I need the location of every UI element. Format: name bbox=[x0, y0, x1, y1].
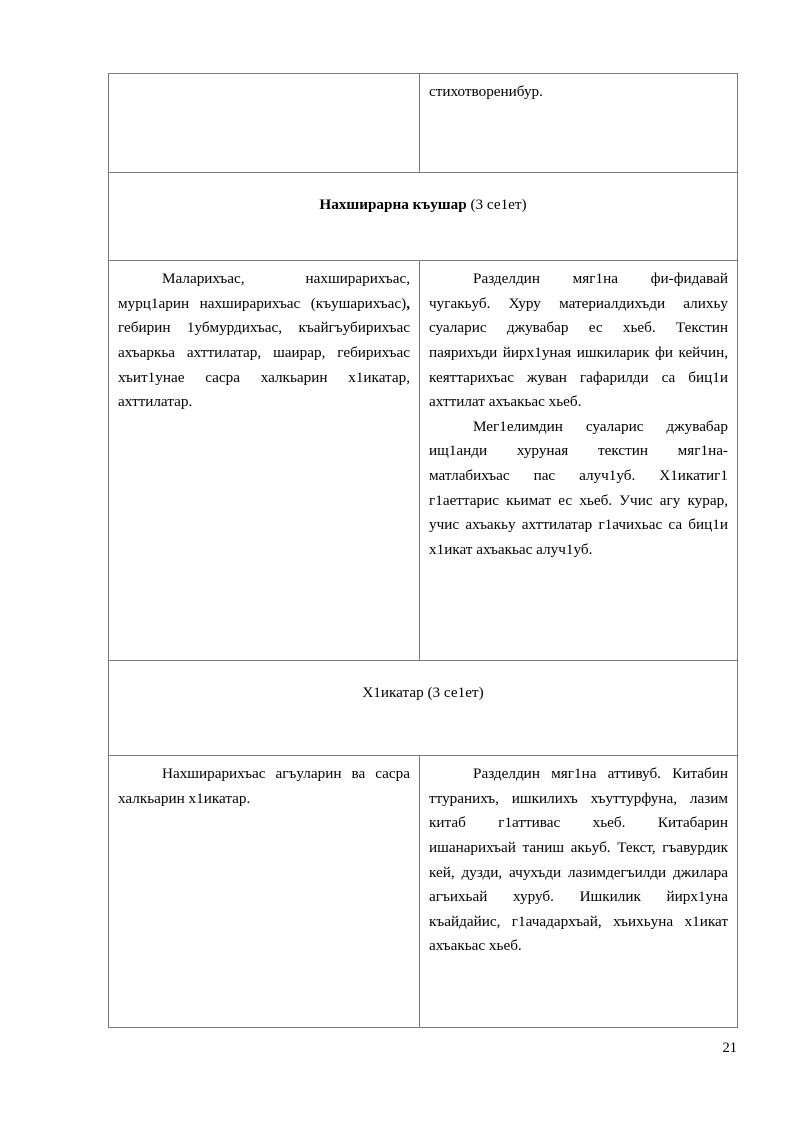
body-1-left-paragraph bbox=[118, 267, 410, 415]
curriculum-table bbox=[108, 73, 738, 1028]
body-1-left-bold-comma: , bbox=[406, 294, 410, 312]
section-header-2 bbox=[118, 667, 728, 706]
body-1-left-text-part-2: гебирин 1убмурдихъас, къайгъубирихъас ахъаркьа ахттилатар, шаирар, гебирихъас хъит1унае сасра халкьарин х1икатар, ахттилатар. bbox=[118, 319, 410, 411]
section-header-2-cell bbox=[109, 661, 738, 756]
table-row-section-header-1 bbox=[109, 173, 738, 261]
body-1-left-cell bbox=[109, 261, 420, 661]
section-header-2-title: Х1икатар bbox=[362, 684, 424, 701]
table-row-body-2 bbox=[109, 756, 738, 1028]
continuation-left-cell bbox=[109, 74, 420, 173]
continuation-right-cell bbox=[420, 74, 738, 173]
body-1-right-cell bbox=[420, 261, 738, 661]
body-2-right-cell bbox=[420, 756, 738, 1028]
page-number: 21 bbox=[722, 1040, 737, 1056]
table-row-body-1 bbox=[109, 261, 738, 661]
table-row-continuation bbox=[109, 74, 738, 173]
section-header-1-duration: (3 се1ет) bbox=[466, 196, 527, 213]
table-row-section-header-2 bbox=[109, 661, 738, 756]
section-header-1-title: Нахширарна къушар bbox=[319, 196, 467, 213]
section-header-1-cell bbox=[109, 173, 738, 261]
body-2-right-paragraph-1: Разделдин мяг1на аттивуб. Китабин ттуранихъ, ишкилихъ хъуттурфуна, лазим китаб г1аттивас хьеб. Китабарин ишанарихъай таниш акьуб. Текст, гъавурдик кей, дузди, ачухъди лазимдегъилди джилара агъихьай хуруб. Ишкилик йирх1уна къайдайис, г1ачадархъай, хъихьуна х1икат ахъакьас хьеб. bbox=[429, 765, 728, 955]
body-1-left-text-part-1: Маларихъас, нахширарихъас, мурц1арин нахширарихъас (къушарихъас) bbox=[118, 270, 410, 312]
body-2-left-paragraph-1: Нахширарихъас агъуларин ва сасра халкьарин х1икатар. bbox=[118, 765, 410, 807]
body-1-right-paragraph-1: Разделдин мяг1на фи-фидавай чугакьуб. Хуру материалдихъди алихьу суаларис джувабар ес хьеб. Текстин паярихъди йирх1уная ишкиларик фи кейчин, кеяттарихъас жуван гафарилди са биц1и ахттилат ахъакьас хьеб. bbox=[429, 270, 728, 411]
body-2-left-cell bbox=[109, 756, 420, 1028]
section-header-1 bbox=[118, 179, 728, 218]
continuation-right-text: стихотворенибур. bbox=[429, 83, 543, 100]
section-header-2-duration: (3 се1ет) bbox=[423, 684, 484, 701]
body-1-right-paragraph-2: Мег1елимдин суаларис джувабар ищ1анди хуруная текстин мяг1на-матлабихъас пас алуч1уб. Х1икатиг1 г1аеттарис кьимат ес хьеб. Учис агу курар, учис ахъакьу ахттилатар г1ачихьас са биц1и х1икат ахъакьас алуч1уб. bbox=[429, 417, 728, 558]
